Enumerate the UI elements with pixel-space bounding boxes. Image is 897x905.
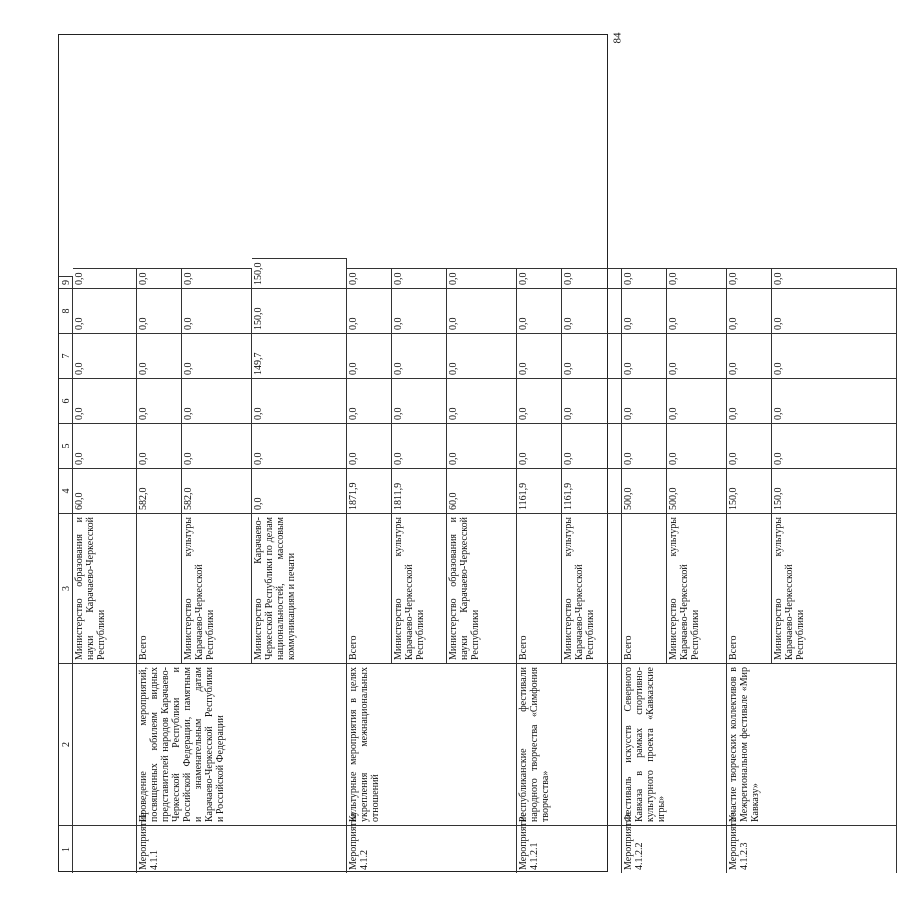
header-cell-4: 4 xyxy=(59,468,73,513)
executor-cell: Всего xyxy=(347,513,392,663)
value-cell: 0,0 xyxy=(73,423,137,468)
value-cell: 0,0 xyxy=(252,468,347,513)
event-title: Фестиваль искусств Северного Кавказа в рамках спортивно-культурного проекта «Кавказские игры» xyxy=(622,663,727,825)
value-cell: 0,0 xyxy=(137,378,182,423)
value-cell: 0,0 xyxy=(73,269,137,289)
value-cell: 0,0 xyxy=(182,288,252,333)
executor-cell: Министерство образования и науки Карачаево-Черкесской Республики xyxy=(447,513,517,663)
value-cell: 0,0 xyxy=(667,269,727,289)
value-cell: 0,0 xyxy=(182,269,252,289)
value-cell: 0,0 xyxy=(447,423,517,468)
executor-cell: Министерство культуры Карачаево-Черкесской Республики xyxy=(182,513,252,663)
header-cell-6: 6 xyxy=(59,378,73,423)
value-cell: 0,0 xyxy=(772,423,897,468)
header-cell-9: 9 xyxy=(59,276,73,288)
value-cell: 0,0 xyxy=(727,423,772,468)
value-cell: 582,0 xyxy=(137,468,182,513)
event-code: Мероприятие 4.1.2.2 xyxy=(622,825,727,873)
executor-cell: Всего xyxy=(622,513,667,663)
value-cell: 0,0 xyxy=(447,288,517,333)
value-cell: 1871,9 xyxy=(347,468,392,513)
page-number: 84 xyxy=(611,32,624,44)
value-cell: 60,0 xyxy=(73,468,137,513)
header-cell-1: 1 xyxy=(59,825,73,873)
value-cell: 582,0 xyxy=(182,468,252,513)
executor-cell: Всего xyxy=(517,513,562,663)
event-code: Мероприятие 4.1.2.3 xyxy=(727,825,897,873)
event-title: Проведение мероприятий, посвященных юбилеям видных представителей народов Карачаево-Черкесской Республики и Российской Федерации, памятным и знаменательным датам Карачаево-Черкесской Республики и Российской Федерации xyxy=(137,663,347,825)
value-cell: 0,0 xyxy=(667,288,727,333)
value-cell: 0,0 xyxy=(622,269,667,289)
value-cell: 0,0 xyxy=(392,333,447,378)
header-cell-3: 3 xyxy=(59,513,73,663)
value-cell: 0,0 xyxy=(137,423,182,468)
value-cell: 0,0 xyxy=(517,378,562,423)
value-cell: 1161,9 xyxy=(517,468,562,513)
value-cell: 0,0 xyxy=(252,378,347,423)
executor-cell: Министерство культуры Карачаево-Черкесской Республики xyxy=(772,513,897,663)
value-cell: 0,0 xyxy=(447,333,517,378)
value-cell: 0,0 xyxy=(347,333,392,378)
value-cell: 0,0 xyxy=(182,423,252,468)
value-cell: 0,0 xyxy=(137,269,182,289)
value-cell: 0,0 xyxy=(562,269,622,289)
value-cell: 0,0 xyxy=(772,378,897,423)
value-cell: 0,0 xyxy=(772,269,897,289)
executor-cell: Министерство культуры Карачаево-Черкесской Республики xyxy=(562,513,622,663)
executor-cell: Всего xyxy=(727,513,772,663)
event-code: Мероприятие 4.1.2.1 xyxy=(517,825,622,873)
value-cell: 149,7 xyxy=(252,333,347,378)
value-cell: 0,0 xyxy=(622,333,667,378)
header-cell-8: 8 xyxy=(59,288,73,333)
value-cell: 0,0 xyxy=(727,288,772,333)
value-cell: 0,0 xyxy=(347,423,392,468)
value-cell: 0,0 xyxy=(667,378,727,423)
value-cell: 0,0 xyxy=(392,378,447,423)
value-cell: 0,0 xyxy=(727,378,772,423)
value-cell: 500,0 xyxy=(622,468,667,513)
header-cell-5: 5 xyxy=(59,423,73,468)
event-code: Мероприятие 4.1.2 xyxy=(347,825,517,873)
value-cell: 0,0 xyxy=(727,333,772,378)
executor-cell: Министерство образования и науки Карачаево-Черкесской Республики xyxy=(73,513,137,663)
value-cell: 0,0 xyxy=(347,269,392,289)
value-cell: 0,0 xyxy=(137,333,182,378)
value-cell: 0,0 xyxy=(517,423,562,468)
value-cell: 150,0 xyxy=(772,468,897,513)
event-title: Культурные мероприятия в целях укрепления межнациональных отношений xyxy=(347,663,517,825)
value-cell: 0,0 xyxy=(73,378,137,423)
value-cell: 0,0 xyxy=(667,423,727,468)
value-cell: 150,0 xyxy=(727,468,772,513)
value-cell: 0,0 xyxy=(562,288,622,333)
value-cell: 0,0 xyxy=(347,288,392,333)
value-cell: 1811,9 xyxy=(392,468,447,513)
header-cell-7: 7 xyxy=(59,333,73,378)
value-cell: 0,0 xyxy=(517,269,562,289)
executor-cell: Министерство Карачаево-Черкесской Республики по делам национальностей, массовым коммуникациям и печати xyxy=(252,513,347,663)
event-title xyxy=(73,663,137,825)
event-title: Республиканские фестивали народного творчества «Симфония творчества» xyxy=(517,663,622,825)
value-cell: 0,0 xyxy=(772,333,897,378)
value-cell: 500,0 xyxy=(667,468,727,513)
value-cell: 0,0 xyxy=(252,423,347,468)
value-cell: 0,0 xyxy=(727,269,772,289)
value-cell: 150,0 xyxy=(252,259,347,289)
value-cell: 0,0 xyxy=(392,269,447,289)
value-cell: 150,0 xyxy=(252,288,347,333)
executor-cell: Министерство культуры Карачаево-Черкесской Республики xyxy=(667,513,727,663)
event-code: Мероприятие 4.1.1 xyxy=(137,825,347,873)
event-title: Участие творческих коллективов в Межрегиональном фестивале «Мир Кавказу» xyxy=(727,663,897,825)
value-cell: 0,0 xyxy=(447,269,517,289)
value-cell: 0,0 xyxy=(182,378,252,423)
value-cell: 0,0 xyxy=(622,423,667,468)
value-cell: 0,0 xyxy=(347,378,392,423)
value-cell: 0,0 xyxy=(392,423,447,468)
value-cell: 0,0 xyxy=(182,333,252,378)
event-code xyxy=(73,825,137,873)
value-cell: 0,0 xyxy=(562,333,622,378)
value-cell: 0,0 xyxy=(73,333,137,378)
value-cell: 0,0 xyxy=(137,288,182,333)
executor-cell: Министерство культуры Карачаево-Черкесской Республики xyxy=(392,513,447,663)
value-cell: 60,0 xyxy=(447,468,517,513)
value-cell: 0,0 xyxy=(622,378,667,423)
value-cell: 0,0 xyxy=(517,288,562,333)
value-cell: 0,0 xyxy=(562,378,622,423)
value-cell: 0,0 xyxy=(392,288,447,333)
value-cell: 0,0 xyxy=(447,378,517,423)
value-cell: 0,0 xyxy=(667,333,727,378)
executor-cell: Всего xyxy=(137,513,182,663)
value-cell: 0,0 xyxy=(772,288,897,333)
value-cell: 0,0 xyxy=(517,333,562,378)
value-cell: 0,0 xyxy=(622,288,667,333)
value-cell: 0,0 xyxy=(562,423,622,468)
value-cell: 1161,9 xyxy=(562,468,622,513)
header-cell-2: 2 xyxy=(59,663,73,825)
value-cell: 0,0 xyxy=(73,288,137,333)
